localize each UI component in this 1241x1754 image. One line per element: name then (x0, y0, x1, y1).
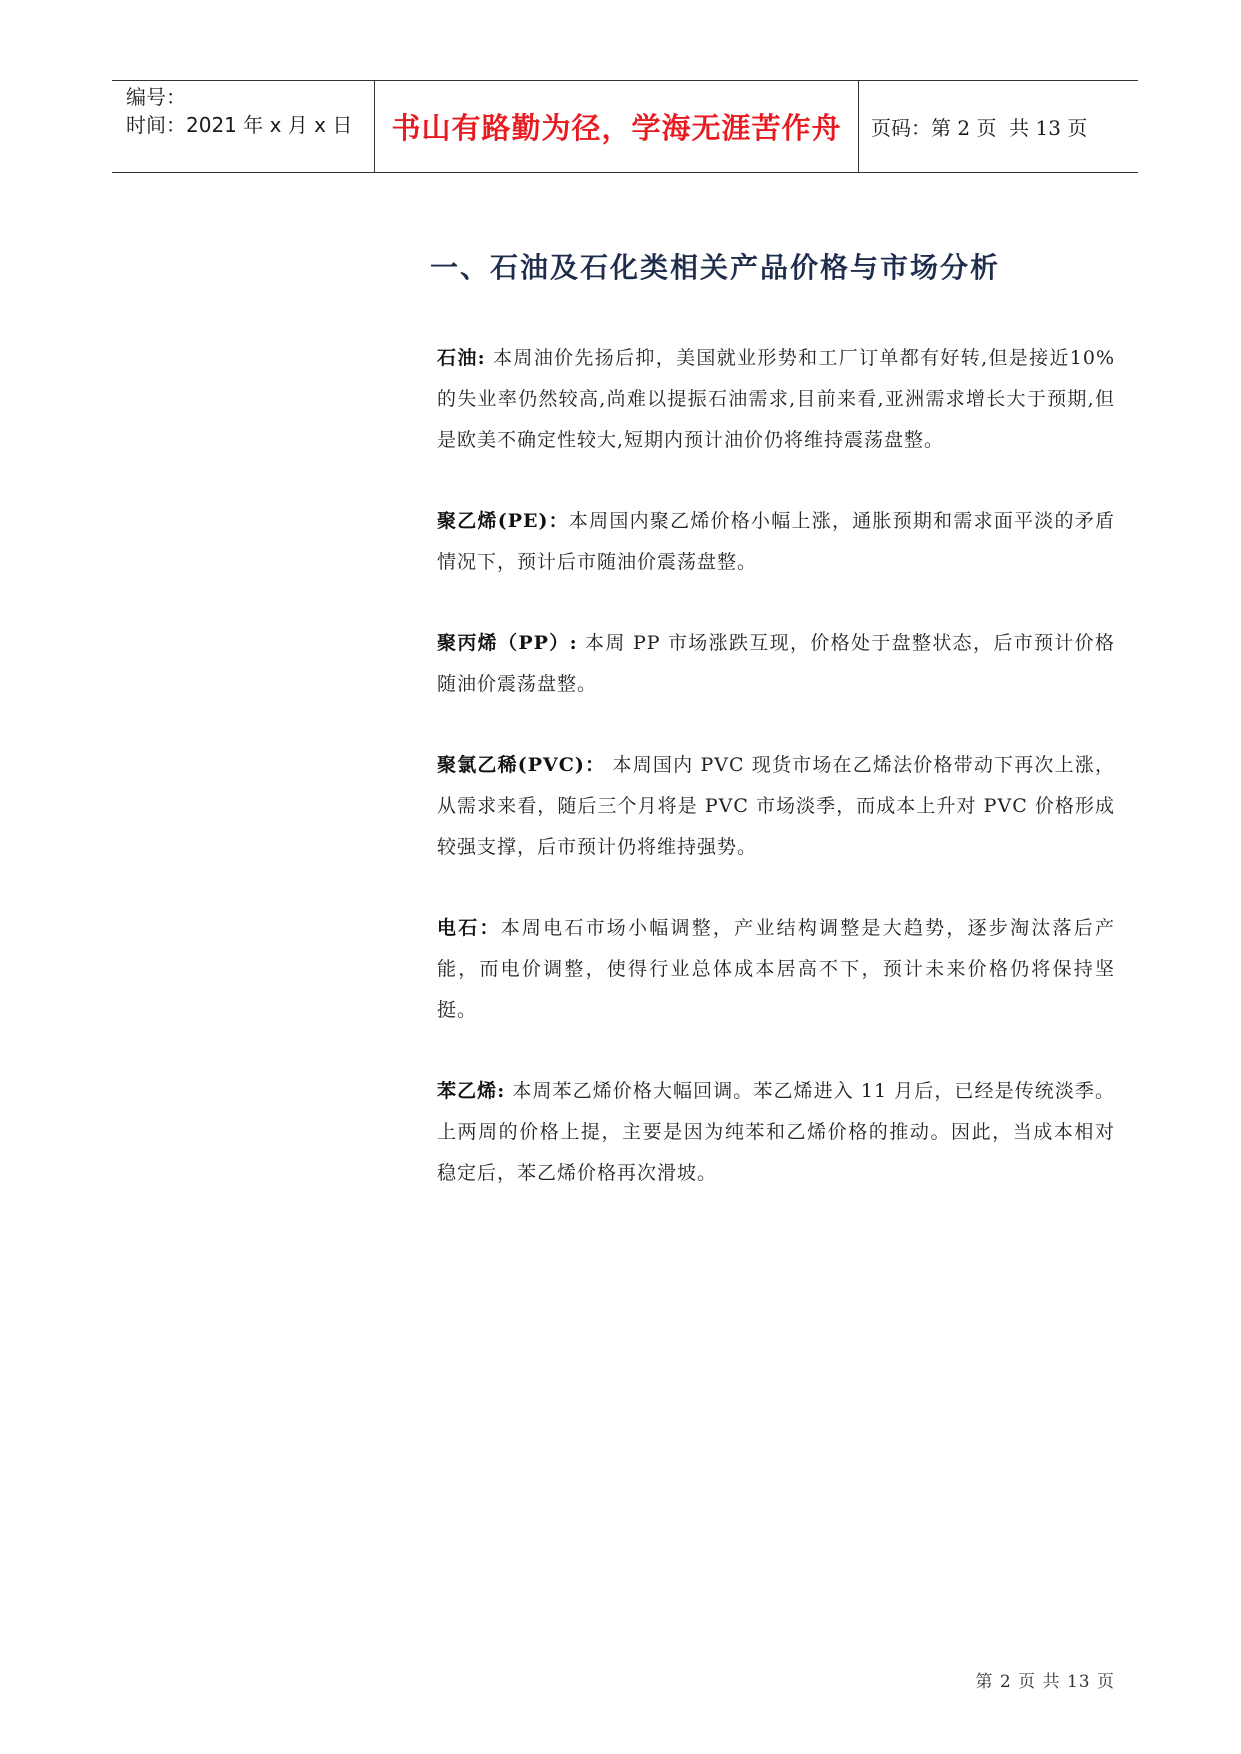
page-footer: 第 2 页 共 13 页 (975, 1672, 1115, 1692)
paragraph-text: 本周油价先扬后抑，美国就业形势和工厂订单都有好转,但是接近10%的失业率仍然较高,尚难以提振石油需求,目前来看,亚洲需求增长大于预期,但是欧美不确定性较大,短期内预计油价仍将维持震荡盘整。 (437, 347, 1116, 451)
term-label: 电石： (437, 917, 501, 939)
paragraph-calcium-carbide (437, 908, 1115, 1031)
header-motto-cell (374, 81, 859, 172)
paragraph-text: 本周苯乙烯价格大幅回调。苯乙烯进入 11 月后，已经是传统淡季。上两周的价格上提，主要是因为纯苯和乙烯价格的推动。因此，当成本相对稳定后，苯乙烯价格再次滑坡。 (437, 1080, 1115, 1184)
term-label: 聚氯乙稀(PVC)： (437, 754, 606, 776)
header-page-cell (859, 81, 1138, 172)
paragraph-text: 本周国内聚乙烯价格小幅上涨，通胀预期和需求面平淡的矛盾情况下，预计后市随油价震荡盘整。 (437, 510, 1115, 573)
paragraph-pe (437, 501, 1115, 583)
paragraph-text: 本周 PP 市场涨跌互现，价格处于盘整状态，后市预计价格随油价震荡盘整。 (437, 632, 1115, 695)
paragraph-oil (437, 338, 1115, 461)
term-label: 聚乙烯(PE)： (437, 510, 569, 532)
paragraph-styrene (437, 1071, 1115, 1194)
paragraph-text: 本周电石市场小幅调整，产业结构调整是大趋势，逐步淘汰落后产能，而电价调整，使得行业总体成本居高不下，预计未来价格仍将保持坚挺。 (437, 917, 1115, 1021)
paragraph-pp (437, 623, 1115, 705)
time-label: 时间：2021 年 x 月 x 日 (126, 113, 353, 137)
motto-text: 书山有路勤为径，学海无涯苦作舟 (391, 111, 842, 145)
page-info: 页码：第 2 页 共 13 页 (871, 116, 1088, 140)
code-label: 编号： (126, 85, 186, 109)
paragraph-text: 本周国内 PVC 现货市场在乙烯法价格带动下再次上涨，从需求来看，随后三个月将是 PVC 市场淡季，而成本上升对 PVC 价格形成较强支撑，后市预计仍将维持强势。 (437, 754, 1115, 858)
section-title: 一、石油及石化类相关产品价格与市场分析 (430, 251, 1001, 284)
document-body (437, 338, 1115, 1234)
header-left-cell (112, 81, 374, 172)
term-label: 石油: (437, 347, 486, 369)
term-label: 聚丙烯（PP）: (437, 632, 578, 654)
term-label: 苯乙烯: (437, 1080, 506, 1102)
paragraph-pvc (437, 745, 1115, 868)
page-header (112, 80, 1138, 173)
